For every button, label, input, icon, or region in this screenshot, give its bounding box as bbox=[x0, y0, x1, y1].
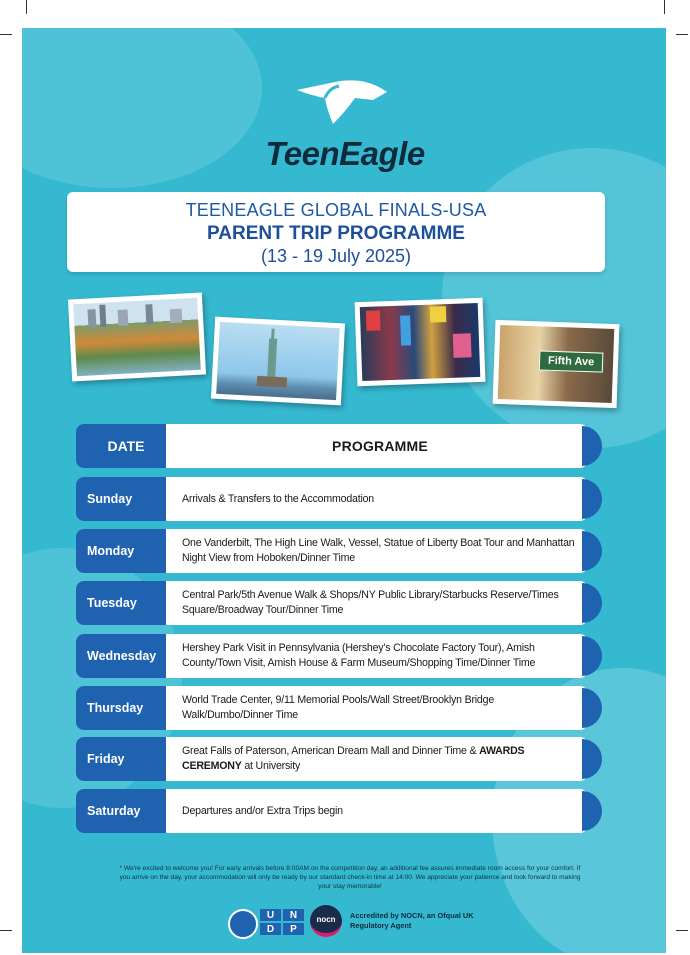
awards-ceremony-highlight: AWARDS CEREMONY bbox=[182, 745, 525, 772]
programme-text bbox=[166, 737, 588, 781]
row-end-cap bbox=[582, 739, 602, 779]
footnote: * We're excited to welcome you! For early arrivals before 8:00AM on the competition day, an additional fee assures immediate room access for your comfort. If you arrive on the day, your accommodation will only be ready by our standard check-in time at 14:00. We appreciate your patience and look forward to making your stay memorable! bbox=[119, 865, 581, 890]
row-end-cap bbox=[582, 479, 602, 519]
programme-text-tail: at University bbox=[241, 760, 301, 772]
crop-mark bbox=[0, 930, 12, 931]
table-row bbox=[76, 477, 602, 521]
photo-times-square bbox=[355, 298, 486, 386]
day-label: Thursday bbox=[76, 686, 176, 730]
undp-letter: P bbox=[283, 923, 304, 935]
eagle-logo-icon bbox=[295, 62, 395, 132]
undp-letter: D bbox=[260, 923, 281, 935]
programme-title: PARENT TRIP PROGRAMME bbox=[207, 223, 465, 244]
un-emblem-icon bbox=[228, 909, 258, 939]
brand-wordmark: TeenEagle bbox=[265, 135, 425, 172]
table-row bbox=[76, 529, 602, 573]
programme-dates: (13 - 19 July 2025) bbox=[260, 246, 412, 266]
crop-mark bbox=[676, 930, 688, 931]
row-end-cap bbox=[582, 636, 602, 676]
accreditation-text: Accredited by NOCN, an Ofqual UK Regulatory Agent bbox=[350, 911, 474, 930]
photo-central-park bbox=[68, 293, 206, 382]
crop-mark bbox=[26, 0, 27, 14]
table-row bbox=[76, 789, 602, 833]
programme-text: World Trade Center, 9/11 Memorial Pools/Wall Street/Brooklyn Bridge Walk/Dumbo/Dinner Time bbox=[166, 686, 588, 730]
programme-text-part: Great Falls of Paterson, American Dream Mall and Dinner Time & bbox=[182, 745, 480, 757]
table-row bbox=[76, 581, 602, 625]
title-banner bbox=[67, 192, 605, 272]
day-label: Saturday bbox=[76, 789, 176, 833]
row-end-cap bbox=[582, 688, 602, 728]
photo-fifth-avenue bbox=[493, 320, 620, 408]
footer-logos bbox=[228, 905, 528, 939]
crop-mark bbox=[0, 34, 12, 35]
crop-mark bbox=[676, 34, 688, 35]
programme-text: Hershey Park Visit in Pennsylvania (Hershey's Chocolate Factory Tour), Amish County/Town Visit, Amish House & Farm Museum/Shopping Time/Dinner Time bbox=[166, 634, 588, 678]
fifth-ave-sign: Fifth Ave bbox=[539, 350, 604, 372]
row-end-cap bbox=[582, 426, 602, 466]
table-header-row bbox=[76, 424, 602, 468]
photo-statue-of-liberty bbox=[211, 317, 345, 406]
undp-letter: U bbox=[260, 909, 281, 921]
programme-text: Central Park/5th Avenue Walk & Shops/NY Public Library/Starbucks Reserve/Times Square/Broadway Tour/Dinner Time bbox=[166, 581, 588, 625]
table-row bbox=[76, 686, 602, 730]
day-label: Wednesday bbox=[76, 634, 176, 678]
day-label: Sunday bbox=[76, 477, 176, 521]
row-end-cap bbox=[582, 583, 602, 623]
row-end-cap bbox=[582, 531, 602, 571]
table-row bbox=[76, 634, 602, 678]
programme-text: Departures and/or Extra Trips begin bbox=[166, 789, 588, 833]
day-label: Monday bbox=[76, 529, 176, 573]
undp-letter: N bbox=[283, 909, 304, 921]
day-label: Friday bbox=[76, 737, 176, 781]
programme-header: PROGRAMME bbox=[166, 424, 588, 468]
nocn-logo: nocn bbox=[310, 905, 342, 937]
date-header: DATE bbox=[76, 424, 176, 468]
row-end-cap bbox=[582, 791, 602, 831]
table-row bbox=[76, 737, 602, 781]
undp-logo bbox=[260, 909, 304, 935]
day-label: Tuesday bbox=[76, 581, 176, 625]
event-title: TEENEAGLE GLOBAL FINALS-USA bbox=[185, 200, 487, 220]
programme-text: One Vanderbilt, The High Line Walk, Vessel, Statue of Liberty Boat Tour and Manhattan Night View from Hoboken/Dinner Time bbox=[166, 529, 588, 573]
programme-text: Arrivals & Transfers to the Accommodation bbox=[166, 477, 588, 521]
crop-mark bbox=[664, 0, 665, 14]
